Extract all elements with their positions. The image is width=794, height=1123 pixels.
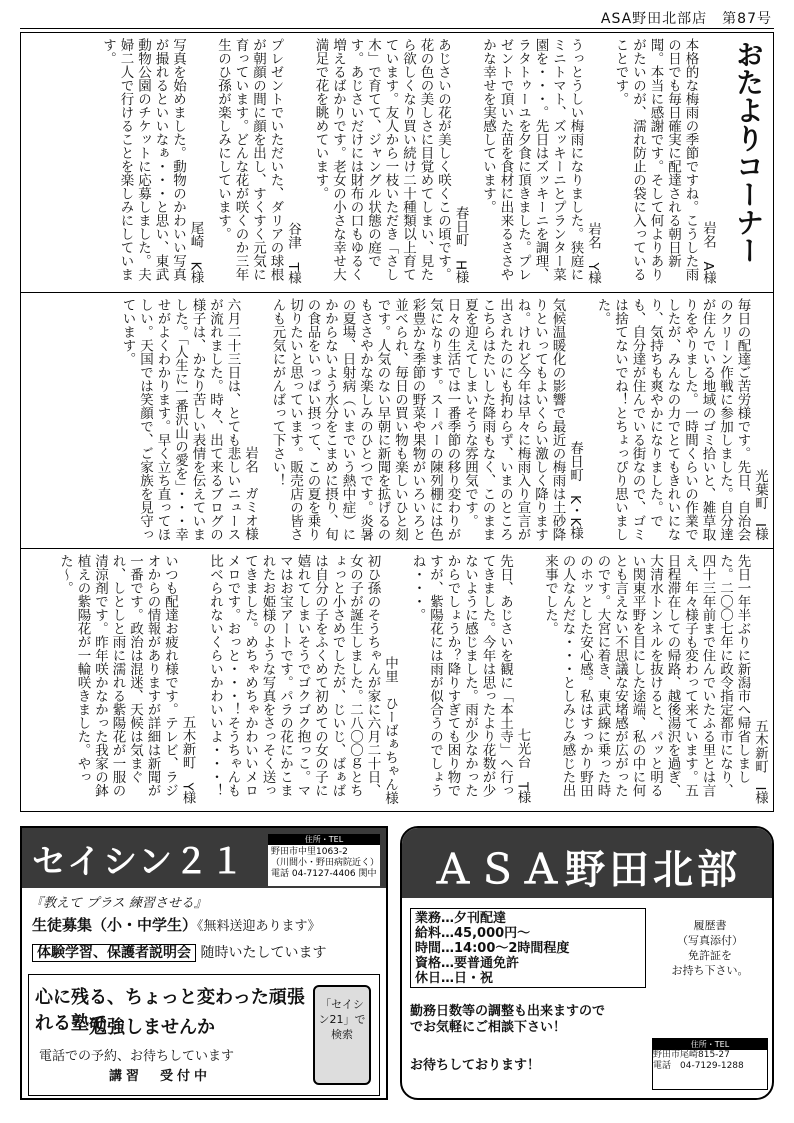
- letter: [541, 554, 769, 808]
- letter: [593, 298, 768, 544]
- asa-ad-banner: [402, 828, 772, 898]
- waiting-note: お待ちしております！: [410, 1058, 541, 1073]
- letter-body: 本格的な梅雨の季節ですね。こうした雨の日でも毎日確実に配達される朝日新聞。本当に感謝です。そして何よりありがたいのが、濡れ防止の袋に入っていることです。: [612, 38, 699, 281]
- letter: [268, 298, 583, 544]
- asa-logo: ＡＳＡ野田北部: [433, 847, 741, 893]
- address-caption: 住所・TEL: [268, 834, 380, 845]
- address-line: （川間小・野田病院近く）: [271, 858, 380, 868]
- letter-body: 気候温暖化の影響で最近の梅雨は土砂降りといってもよいくらい激しく降りますね。けれど今年は早々に梅雨入り宣言が出されたのにも拘わらず、いまのところこちらはたいした降雨もなく、このまま夏を迎えてしまいそうな雰囲気です。日々の生活では一番季節の移り変わりが気になります。スーパーの陳列棚には色彩豊かな季節の野菜や果物がいろいろと並べられ、毎日の買い物も楽しいひと刻です。人気のない早朝に新聞を拡げるのもささやかな楽しみのひとつです。炎暑の夏場、日射病（いまでいう熱中症）にかからないよう水分をこまめに摂り、旬の食品をいっぱい摂って、この夏を乗り切りたいと思っています。販売店の皆さんも元気にがんばって下さい！: [269, 298, 566, 541]
- resume-line: （写真添付）: [677, 934, 743, 947]
- phone-line: 電話 04-7129-1288: [653, 1061, 744, 1071]
- recruit-sub: 《無料送迎あります》: [197, 919, 321, 934]
- resume-line: お持ち下さい。: [671, 964, 749, 977]
- letters-row-2: [26, 298, 768, 544]
- seisin-address-box: [268, 834, 380, 886]
- letters-row-1: [26, 38, 716, 288]
- phone-line: 電話 04-7127-4406 関中: [271, 869, 377, 879]
- job-details: [410, 908, 646, 988]
- seisin-logo: セイシン２１: [32, 842, 247, 882]
- corner-title: おたよりコーナー: [732, 40, 765, 264]
- course-accepting: 講習 受付中: [109, 1069, 212, 1084]
- letter: [311, 38, 469, 288]
- letter: [611, 38, 716, 288]
- letter-sender: 五木新町 I様: [752, 719, 768, 804]
- recruit-heading: [32, 914, 321, 935]
- letter: [118, 298, 258, 544]
- address-line: 野田市尾崎815-27: [653, 1050, 730, 1060]
- letter-body: プレゼントでいただいた、ダリアの球根が朝顔の間に顔を出し、すくすく元気に育っています。どんな花が咲くのか三年生のひ孫が楽しみにしています。: [215, 38, 284, 281]
- seisin-ad: [20, 826, 388, 1100]
- letter-body: あじさいの花が美しく咲くこの頃です。花の色の美しさに目覚めてしまい、見たら欲しくなり買い続け二十種類以上育てています。友人から一枝いただき「さし木」で育てて、ジャングル状態の庭です。あじさいだけには財布の口もゆるく増えるばかりです。老女の小さな幸せ大満足で花を眺めています。: [312, 38, 451, 281]
- job-line: 業務…夕刊配達: [415, 911, 507, 926]
- letter-body: 六月二十三日は、とても悲しいニュースが流れました。時々、出て来るブログの様子は、かなり苦しい表情を伝えていました。「人生に一番沢山の愛を」・・・幸せがよくわかります。早く立ち直ってほしい。天国では笑顔で、ご家族を見守っています。: [119, 298, 241, 541]
- asa-address-box: [652, 1038, 768, 1090]
- adjustment-note: [410, 1004, 605, 1036]
- letter-sender: 岩名 A様: [700, 220, 716, 284]
- resume-line: 履歴書: [693, 919, 727, 932]
- letter-sender: 中里 ひーばぁちゃん様: [382, 655, 398, 804]
- address-caption: 住所・TEL: [653, 1039, 767, 1050]
- letters-row-3: [26, 554, 768, 808]
- trial-rest: 随時いたしています: [200, 945, 327, 961]
- letter: [408, 554, 531, 808]
- letter-sender: 七光台 T様: [514, 728, 531, 804]
- job-line: 給料…45,000円〜: [415, 926, 531, 941]
- letter-sender: 尾崎 K様: [187, 221, 204, 284]
- letter: [206, 554, 399, 808]
- letter: [99, 38, 204, 288]
- letter-sender: 春日町 K・K様: [567, 441, 583, 540]
- phone-reservation: 電話での予約、お待ちしています: [39, 1049, 235, 1064]
- header-rule: [20, 28, 774, 29]
- row-divider: [20, 548, 774, 549]
- letter-body: 先日一年半ぶりに新潟市へ帰省しました。二〇〇七年に政令指定都市になり、四十三年前まで住んでいたふる里とは言え、年々様子も変わって来ています。五日程滞在しての帰路、越後湯沢を過ぎ、大清水トンネルを抜けると、パッと明るい関東平野を目にした途端、私の中に何とも言えない不思議な安堵感が広がったのです。大宮に着き、東武線に乗った時のホッとした安心感。私はすっかり野田の人なんだな・・・としみじみ感じた出来事でした。: [542, 554, 751, 797]
- letter: [214, 38, 302, 288]
- letter: [56, 554, 196, 808]
- job-line: 時間…14:00〜2時間程度: [415, 941, 570, 956]
- letter-body: いつも配達お疲れ様です。テレビ、ラジオからの情報がありますが詳細は新聞が一番です。政治は混迷、天候は気まぐれ、しとしと雨に濡れる紫陽花が一服の清涼剤です。昨年咲かなかった我家の鉢植えの紫陽花が一輪咲きました。やった〜。: [57, 554, 178, 797]
- page-header: ASA野田北部店 第87号: [600, 11, 772, 27]
- letter-body: うっとうしい梅雨になりました。狭庭にミニトマト、ズッキーニとプランター菜園を・・・。先日はズッキーニを調理、ラタトゥーユを夕食に頂きました。プレゼントで頂いた苗を食材に出来るささやかな幸せを実感しています。: [480, 38, 584, 281]
- job-line: 資格…要普通免許: [415, 956, 520, 971]
- letter-body: 先日、あじさいを観に「本土寺」へ行ってきました。今年は思ったより花数が少ないように感じました。雨が少なかったからでしょうか？降りすぎても困り物ですが、紫陽花には雨が似合うのでしょうね・・・。: [409, 554, 513, 797]
- letter-sender: 春日町 H様: [452, 206, 469, 284]
- job-line: 休日…日・祝: [415, 971, 494, 986]
- row-divider: [20, 292, 774, 293]
- address-line: 野田市中里1063-2: [271, 847, 348, 857]
- letter-body: 毎日の配達ご苦労様です。先日、自治会のクリーン作戦に参加しました。自分達が住んでいる地域のゴミ拾いと、雑草取りをやりました。一時間くらいの作業でしたが、みんなの力でとてもきれいになり、気持ちも爽やかになりました。でも、自分達が住んでいる街なので、ゴミは捨てないでね！とちょっぴり思いました。: [594, 298, 751, 541]
- seisin-message-box: [28, 974, 380, 1096]
- message-line: 心に残る、ちょっと変わった頑張れる塾で: [35, 987, 305, 1034]
- asa-ad: [400, 826, 774, 1100]
- adjustment-line: でお気軽にご相談下さい！: [410, 1020, 567, 1035]
- seisin-ad-banner: [22, 828, 386, 888]
- letter-sender: 五木新町 Y様: [179, 714, 196, 804]
- search-badge: 「セイシン21」で検索: [313, 985, 371, 1085]
- letter-sender: 光葉町 I様: [752, 468, 768, 540]
- adjustment-line: 勤務日数等の調整も出来ますので: [410, 1004, 606, 1019]
- letter-sender: 谷津 T様: [285, 221, 301, 284]
- resume-note: [660, 918, 760, 978]
- letter: [479, 38, 602, 288]
- trial-box: 体験学習、保護者説明会: [32, 944, 196, 962]
- letter-sender: 岩名 Y様: [585, 221, 601, 284]
- resume-line: 免許証を: [688, 949, 732, 962]
- letter-sender: 岩名 ガミオ様: [242, 445, 258, 540]
- recruit-text: 生徒募集（小・中学生）: [32, 916, 198, 934]
- letter-body: 初ひ孫のそうちゃんが家に六月二十日、女の子が誕生しました。二八〇〇ｇとちょっと小さめでしたが、じいじ、ばぁばは自分の子をふくめて初めての女の子に嬉れてしまいそうでゴクゴク抱っこ。ママはお宝アートです。パラの花にかこまれたお姫様のような写真をさっそく送ってきました。めちゃめちゃかわいいメロメロです。おっと・・・！そうちゃんも比べられないくらいかわいいよ・・・！: [207, 554, 381, 797]
- trial-line: [32, 942, 326, 962]
- message-line: 勉強しませんか: [89, 1017, 215, 1038]
- letter-body: 写真を始めました。動物のかわいい写真が撮れるといいなぁ・・・と思い、東武動物公園のチケットに応募しました。夫婦二人で行けることを楽しみにしています。: [100, 38, 186, 281]
- seisin-catchphrase: 『教えて プラス 練習させる』: [30, 896, 207, 911]
